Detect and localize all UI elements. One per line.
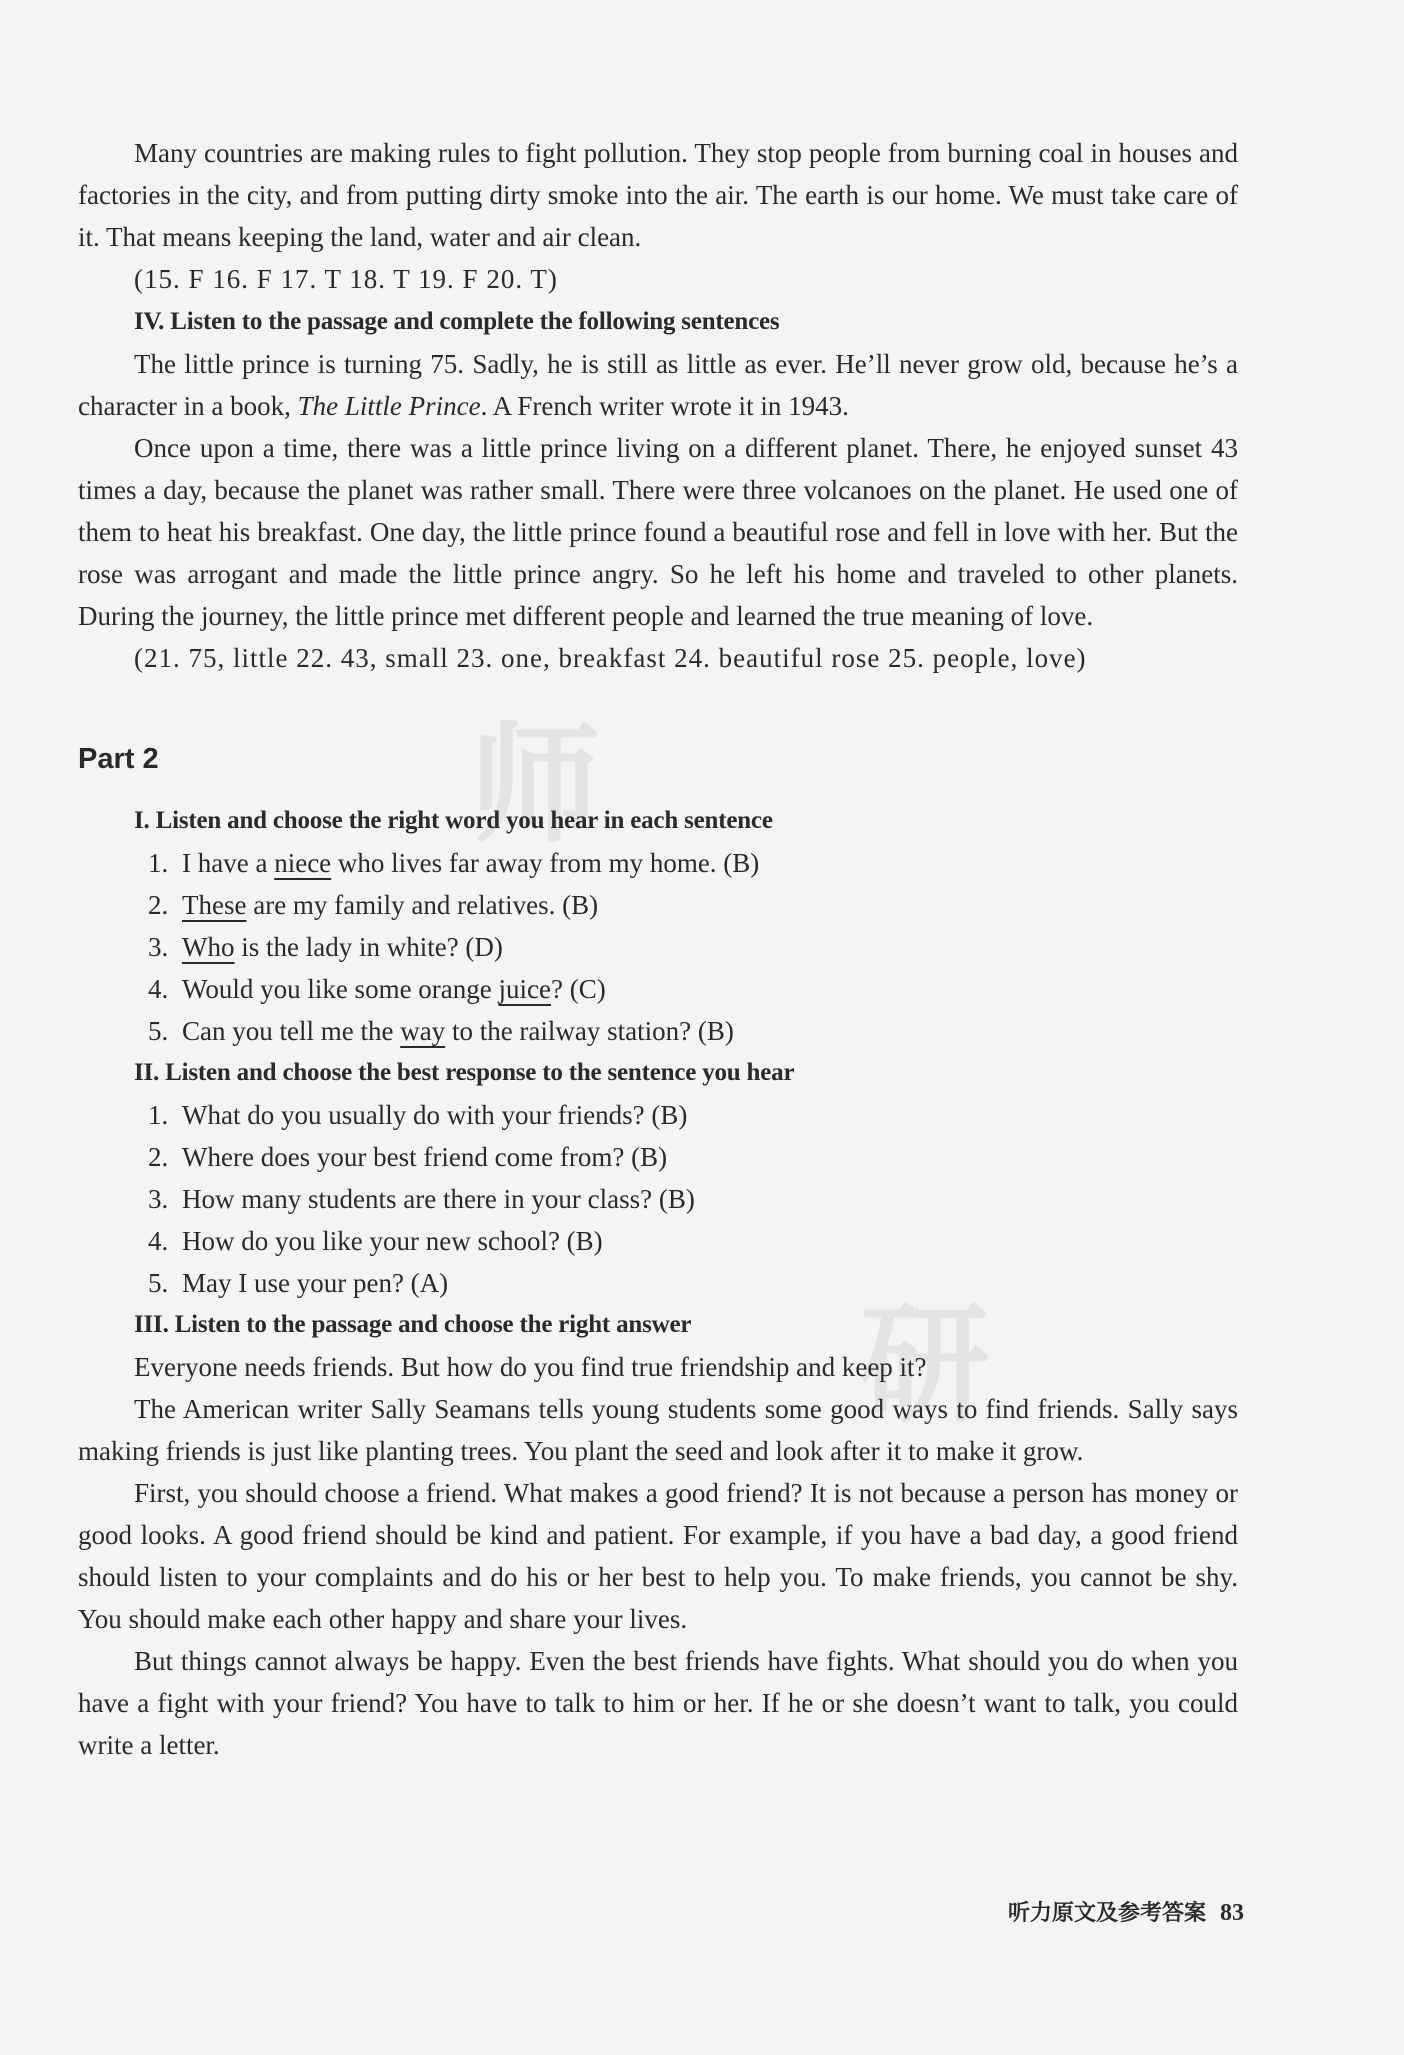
- item-text: How many students are there in your class? (B): [182, 1184, 695, 1214]
- section-iv: [78, 301, 1238, 679]
- part-2-section-i: [78, 800, 1238, 1766]
- item-text-after: are my family and relatives. (B): [246, 890, 599, 920]
- list-item: [78, 884, 1238, 926]
- section-iii-body: [78, 1346, 1238, 1766]
- underlined-word: These: [182, 890, 247, 920]
- passage-paragraph: First, you should choose a friend. What makes a good friend? It is not because a person has money or good looks. A good friend should be kind and patient. For example, if you have a bad day, a good friend should listen to your complaints and do his or her best to help you. To make friends, you cannot be shy. You should make each other happy and share your lives.: [78, 1478, 1238, 1634]
- item-text: May I use your pen? (A): [182, 1268, 449, 1298]
- section-ii-list: [78, 1094, 1238, 1304]
- item-number: 3.: [148, 1184, 169, 1214]
- answers-15-20: (15. F 16. F 17. T 18. T 19. F 20. T): [134, 264, 558, 294]
- watermark: 师: [470, 709, 601, 861]
- list-item: [78, 1010, 1238, 1052]
- item-number: 1.: [148, 848, 169, 878]
- pollution-section: [78, 132, 1238, 300]
- underlined-word: niece: [274, 848, 332, 878]
- prince-p1-text: The little prince is turning 75. Sadly, he is still as little as ever. He’ll never grow old, because he’s a character in a book,: [78, 349, 1238, 421]
- passage-paragraph: The American writer Sally Seamans tells young students some good ways to find friends. Sally says making friends is just like planting trees. You plant the seed and look after it to make it grow.: [78, 1394, 1238, 1466]
- item-text-after: who lives far away from my home. (B): [331, 848, 760, 878]
- passage-paragraph: Everyone needs friends. But how do you find true friendship and keep it?: [134, 1352, 927, 1382]
- list-item: [78, 1262, 1238, 1304]
- item-text-after: to the railway station? (B): [445, 1016, 734, 1046]
- item-text-before: Can you tell me the: [182, 1016, 401, 1046]
- list-item: [78, 968, 1238, 1010]
- item-number: 5.: [148, 1016, 169, 1046]
- item-number: 2.: [148, 1142, 169, 1172]
- footer-title: 听力原文及参考答案: [1007, 1901, 1206, 1926]
- underlined-word: Who: [182, 932, 235, 962]
- item-number: 3.: [148, 932, 169, 962]
- item-text-before: Would you like some orange: [182, 974, 499, 1004]
- item-number: 2.: [148, 890, 169, 920]
- item-number: 1.: [148, 1100, 169, 1130]
- prince-paragraph-1: [78, 343, 1238, 427]
- item-number: 4.: [148, 974, 169, 1004]
- page-number: 83: [1220, 1900, 1244, 1926]
- pollution-paragraph: Many countries are making rules to fight pollution. They stop people from burning coal in houses and factories in the city, and from putting dirty smoke into the air. The earth is our home. We must take care of it. That means keeping the land, water and air clean.: [78, 138, 1238, 252]
- list-item: [78, 1136, 1238, 1178]
- item-text-before: I have a: [182, 848, 275, 878]
- part-2-title: Part 2: [78, 743, 159, 775]
- section-i-heading: I. Listen and choose the right word you hear in each sentence: [134, 807, 773, 834]
- prince-paragraph-2: Once upon a time, there was a little prince living on a different planet. There, he enjoyed sunset 43 times a day, because the planet was rather small. There were three volcanoes on the planet. He used one of them to heat his breakfast. One day, the little prince found a beautiful rose and fell in love with her. But the rose was arrogant and made the little prince angry. So he left his home and traveled to other planets. During the journey, the little prince met different people and learned the true meaning of love.: [78, 433, 1238, 631]
- item-text: What do you usually do with your friends? (B): [182, 1100, 688, 1130]
- list-item: [78, 1178, 1238, 1220]
- passage-paragraph: But things cannot always be happy. Even the best friends have fights. What should you do when you have a fight with your friend? You have to talk to him or her. If he or she doesn’t want to talk, you could write a letter.: [78, 1646, 1238, 1760]
- section-iii-heading: III. Listen to the passage and choose the right answer: [134, 1311, 692, 1338]
- list-item: [78, 842, 1238, 884]
- list-item: [78, 926, 1238, 968]
- underlined-word: juice: [498, 974, 551, 1004]
- item-number: 4.: [148, 1226, 169, 1256]
- prince-p1-end: . A French writer wrote it in 1943.: [480, 391, 849, 421]
- item-number: 5.: [148, 1268, 169, 1298]
- section-ii-heading: II. Listen and choose the best response to the sentence you hear: [134, 1059, 795, 1086]
- watermark: 研: [860, 1289, 991, 1441]
- page-footer: [1008, 1892, 1244, 1935]
- item-text-after: ? (C): [551, 974, 606, 1004]
- item-text: Where does your best friend come from? (B): [182, 1142, 668, 1172]
- section-i-list: [78, 842, 1238, 1052]
- list-item: [78, 1220, 1238, 1262]
- item-text: How do you like your new school? (B): [182, 1226, 603, 1256]
- underlined-word: way: [400, 1016, 446, 1046]
- item-text-after: is the lady in white? (D): [234, 932, 503, 962]
- part-2: [78, 738, 1238, 780]
- section-iv-heading: IV. Listen to the passage and complete the following sentences: [134, 308, 780, 335]
- list-item: [78, 1094, 1238, 1136]
- answers-21-25: (21. 75, little 22. 43, small 23. one, breakfast 24. beautiful rose 25. people, love): [134, 643, 1087, 673]
- book-title: The Little Prince: [297, 391, 481, 421]
